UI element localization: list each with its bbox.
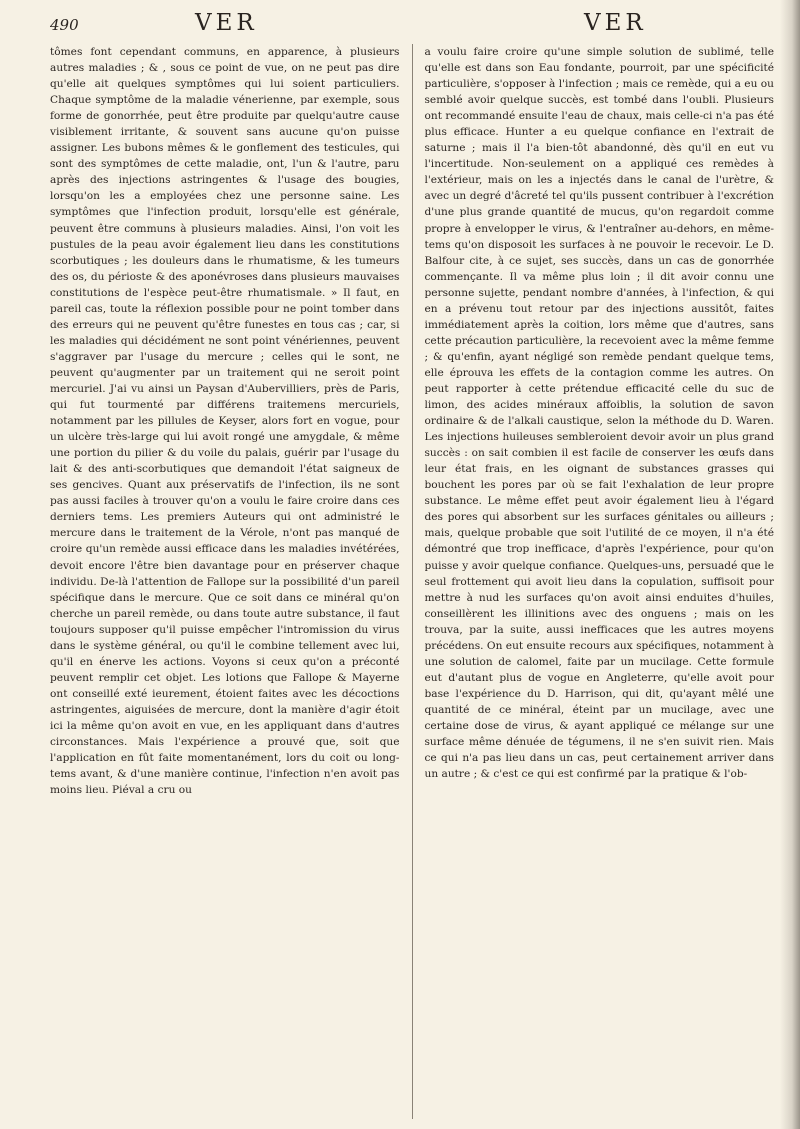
column-divider <box>412 44 413 1119</box>
running-head-left: VER <box>195 10 258 36</box>
left-column <box>50 44 400 1119</box>
text-columns <box>50 44 774 1119</box>
page-header <box>50 10 774 44</box>
page-number: 490 <box>50 16 79 34</box>
page-edge-shadow <box>780 0 800 1129</box>
left-column-text: tômes font cependant communs, en apparence, à plusieurs autres maladies ; & , sous ce point de vue, on ne peut pas dire qu'elle ait quelques symptômes qui lui soient particuliers. Chaque symptôme de la maladie vénerienne, par exemple, sous forme de gonorrhée, peut être produite par quelqu'autre cause visiblement irritante, & souvent sans aucune qu'on puisse assigner. Les bubons mêmes & le gonflement des testicules, qui sont des symptômes de cette maladie, ont, l'un & l'autre, paru après des injections astringentes & l'usage des bougies, lorsqu'on les a employées chez une personne saine. Les symptômes que l'infection produit, lorsqu'elle est générale, peuvent être communs à plusieurs maladies. Ainsi, l'on voit les pustules de la peau avoir également lieu dans les constitutions scorbutiques ; les douleurs dans le rhumatisme, & les tumeurs des os, du périoste & des aponévroses dans plusieurs mauvaises constitutions de l'espèce peut-être rhumatismale. » Il faut, en pareil cas, toute la réflexion possible pour ne point tomber dans des erreurs qui ne peuvent qu'être funestes en tous cas ; car, si les maladies qui décidément ne sont point vénériennes, peuvent s'aggraver par l'usage du mercure ; celles qui le sont, ne peuvent qu'augmenter par un traitement qui ne seroit point mercuriel. J'ai vu ainsi un Paysan d'Aubervilliers, près de Paris, qui fut tourmenté par différens traitemens mercuriels, notamment par les pillules de Keyser, alors fort en vogue, pour un ulcère très-large qui lui avoit rongé une amygdale, & même une portion du pilier & du voile du palais, guérir par l'usage du lait & des anti-scorbutiques que demandoit l'état saigneux de ses gencives. Quant aux préservatifs de l'infection, ils ne sont pas aussi faciles à trouver qu'on a voulu le faire croire dans ces derniers tems. Les premiers Auteurs qui ont administré le mercure dans le traitement de la Vérole, n'ont pas manqué de croire qu'un remède aussi efficace dans les maladies invétérées, devoit encore l'être bien davantage pour en préserver chaque individu. De-là l'attention de Fallope sur la possibilité d'un pareil spécifique dans le mercure. Que ce soit dans ce minéral qu'on cherche un pareil remède, ou dans toute autre substance, il faut toujours supposer qu'il puisse empêcher l'intromission du virus dans le système général, ou qu'il le combine tellement avec lui, qu'il en énerve les actions. Voyons si ceux qu'on a préconté peuvent remplir cet objet. Les lotions que Fallope & Mayerne ont conseillé exté ieurement, étoient faites avec les décoctions astringentes, aiguisées de mercure, dont la manière d'agir étoit ici la même qu'on avoit en vue, en les appliquant dans d'autres circonstances. Mais l'expérience a prouvé que, soit que l'application en fût faite momentanément, lors du coit ou long-tems avant, & d'une manière continue, l'infection n'en avoit pas moins lieu. Piéval a cru ou <box>50 46 400 797</box>
right-column <box>425 44 775 1119</box>
right-column-text: a voulu faire croire qu'une simple solution de sublimé, telle qu'elle est dans son Eau fondante, pourroit, par une spécificité particulière, s'opposer à l'infection ; mais ce remède, qui a eu ou semblé avoir quelque succès, est tombé dans l'oubli. Plusieurs ont recommandé ensuite l'eau de chaux, mais celle-ci n'a pas été plus efficace. Hunter a eu quelque confiance en l'extrait de saturne ; mais il l'a bien-tôt abandonné, dès qu'il en eut vu l'incertitude. Non-seulement on a appliqué ces remèdes à l'extérieur, mais on les a injectés dans le canal de l'urètre, & avec un degré d'âcreté tel qu'ils pussent contribuer à l'excrétion d'une plus grande quantité de mucus, qu'on regardoit comme propre à envelopper le virus, & l'entraîner au-dehors, en même-tems qu'on disposoit les surfaces à ne pouvoir le recevoir. Le D. Balfour cite, à ce sujet, ses succès, dans un cas de gonorrhée commençante. Il va même plus loin ; il dit avoir connu une personne sujette, pendant nombre d'années, à l'infection, & qui en a prévenu tout retour par des injections aussitôt, faites immédiatement après la coition, lors même que d'autres, sans cette précaution particulière, la recevoient avec la même femme ; & qu'enfin, ayant négligé son remède pendant quelque tems, elle éprouva les effets de la contagion comme les autres. On peut rapporter à cette prétendue efficacité celle du suc de limon, des acides minéraux affoiblis, la solution de savon ordinaire & de l'alkali caustique, selon la méthode du D. Waren. Les injections huileuses sembleroient devoir avoir un plus grand succès : on sait combien il est facile de conserver les œufs dans leur état frais, en les oignant de substances grasses qui bouchent les pores par où se fait l'exhalation de leur propre substance. Le même effet peut avoir également lieu à l'égard des pores qui absorbent sur les surfaces génitales ou ailleurs ; mais, quelque probable que soit l'utilité de ce moyen, il n'a été démontré que trop inefficace, d'après l'expérience, pour qu'on puisse y avoir quelque confiance. Quelques-uns, persuadé que le seul frottement qui avoit lieu dans la copulation, suffisoit pour mettre à nud les surfaces qu'on avoit ainsi enduites d'huiles, conseillèrent les illinitions avec des onguens ; mais on les trouva, par la suite, aussi inefficaces que les autres moyens précédens. On eut ensuite recours aux spécifiques, notamment à une solution de calomel, faite par un mucilage. Cette formule eut d'autant plus de vogue en Angleterre, qu'elle avoit pour base l'expérience du D. Harrison, qui dit, qu'ayant mêlé une quantité de ce minéral, éteint par un mucilage, avec une certaine dose de virus, & ayant appliqué ce mélange sur une surface même dénuée de tégumens, il ne s'en suivit rien. Mais ce qui n'a pas lieu dans un cas, peut certainement arriver dans un autre ; & c'est ce qui est confirmé par la pratique & l'ob- <box>424 46 774 781</box>
running-head-right: VER <box>584 10 647 36</box>
